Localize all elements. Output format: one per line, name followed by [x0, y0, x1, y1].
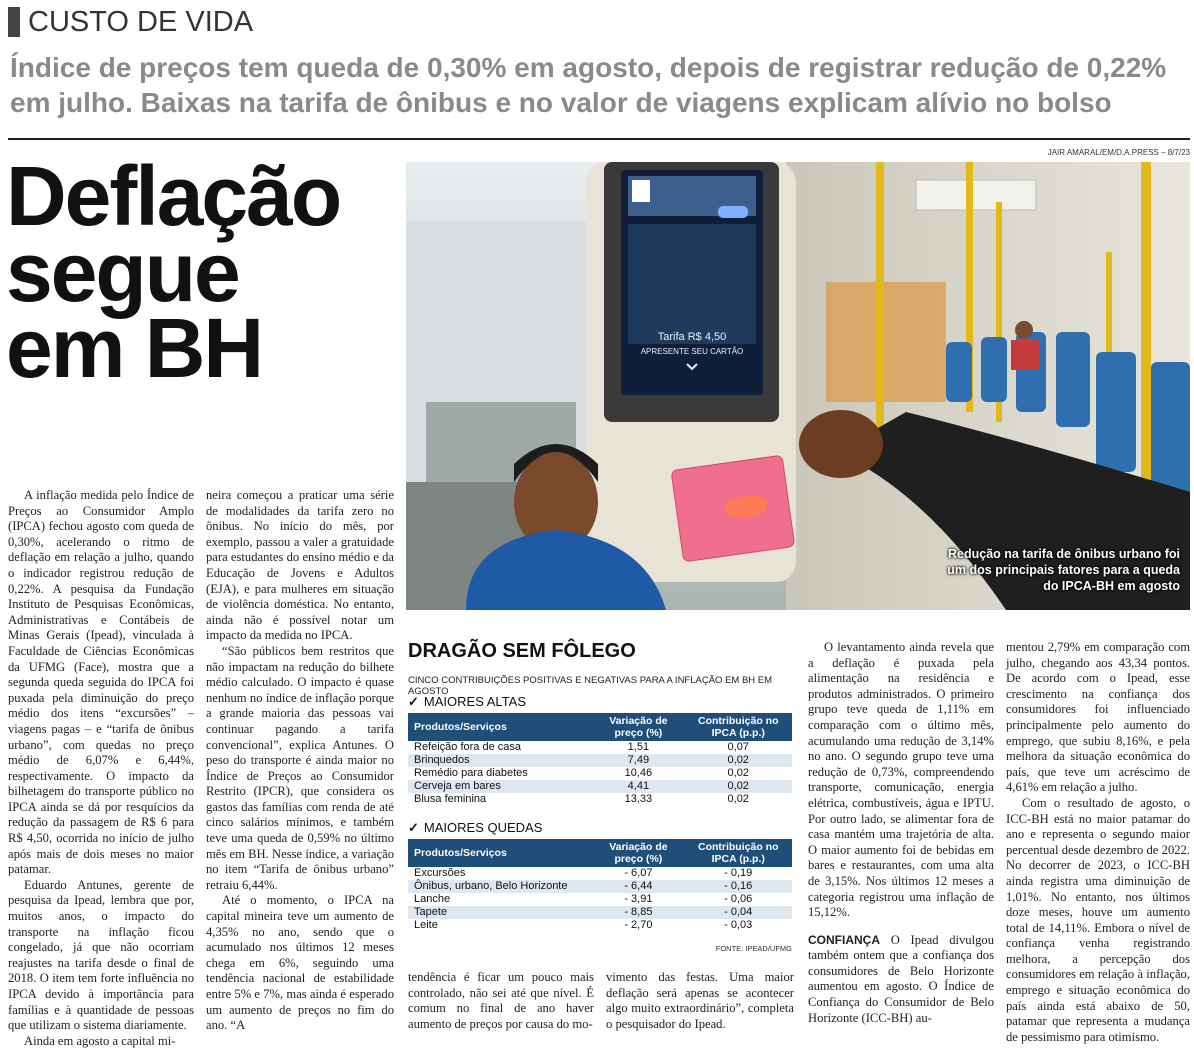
cell-product: Cerveja em bares [408, 780, 592, 793]
cell-variation: 13,33 [624, 793, 653, 805]
paragraph: Até o momento, o IPCA na capital mineira teve um aumento de 4,35% no ano, sendo que o acumulado nos últimos 12 meses chega em 6%, seguindo uma tendência nacional de estabilidade entre 5% e 7%, mas ainda é esperado um aumento de preços no fim do ano. “A [206, 893, 394, 1033]
cell-contribution: 0,02 [727, 767, 749, 779]
cell-contribution: - 0,06 [724, 893, 753, 905]
cell-product: Ônibus, urbano, Belo Horizonte [408, 880, 592, 893]
cell-variation: 4,41 [592, 780, 684, 793]
column-header: Produtos/Serviços [408, 839, 592, 867]
table-row [408, 754, 792, 767]
cell-variation: - 6,07 [624, 867, 653, 879]
body-column-2 [206, 488, 394, 1034]
check-icon: ✓ [408, 694, 419, 709]
cell-product: Tapete [408, 906, 592, 919]
paragraph: mentou 2,79% em comparação com julho, chegando aos 43,34 pontos. De acordo com o Ipead, esse crescimento na confiança dos consumidores foi influenciado principalmente pelo aumento do emprego, que subiu 8,16%, e pela melhora da situação econômica do país, que teve um acréscimo de 4,61% em relação a julho. [1006, 640, 1190, 795]
body-column-5 [408, 970, 594, 1032]
table-row [408, 880, 792, 893]
cell-variation: - 2,70 [624, 919, 653, 931]
bus-interior-illustration [406, 162, 1190, 610]
paragraph: neira começou a praticar uma série de modalidades da tarifa zero no ônibus. No início do mês, por exemplo, passou a valer a gratuidade para estudantes do ensino médio e da Educação de Jovens e Adultos (EJA), e para mulheres em situação de violência doméstica. No entanto, ainda não é possível notar um impacto da medida no IPCA. [206, 488, 394, 643]
column-header: Contribuição no IPCA (p.p.) [684, 713, 792, 741]
kicker-label: CUSTO DE VIDA [28, 5, 254, 38]
cell-variation: - 8,85 [592, 906, 684, 919]
article-photo [406, 162, 1190, 610]
table-row [408, 906, 792, 919]
cell-contribution: 0,02 [684, 780, 792, 793]
cell-variation: - 3,91 [624, 893, 653, 905]
cell-variation: 10,46 [624, 767, 653, 779]
photo-credit: JAIR AMARAL/EM/D.A.PRESS – 8/7/23 [1047, 148, 1190, 157]
paragraph: tendência é ficar um pouco mais controlado, não sei até que nível. É comum no final de ano haver aumento de preços por causa do mo- [408, 970, 594, 1031]
section-label: MAIORES ALTAS [423, 694, 527, 709]
cell-product: Lanche [414, 893, 451, 905]
header-rule [8, 138, 1190, 140]
photo-caption: Redução na tarifa de ônibus urbano foi um dos principais fatores para a queda do IPCA-BH em agosto [947, 547, 1180, 593]
validator-prompt-text: APRESENTE SEU CARTÃO [640, 347, 744, 356]
cell-variation: - 6,44 [592, 880, 684, 893]
body-column-3 [808, 640, 994, 1026]
cell-contribution: 0,02 [684, 754, 792, 767]
cell-variation: 7,49 [592, 754, 684, 767]
table-row [408, 867, 792, 880]
paragraph: A inflação medida pelo Índice de Preços ao Consumidor Amplo (IPCA) fechou agosto com queda de 0,30%, acelerando o ritmo de deflação em relação a julho, quando o indicador registrou redução de 0,22%. A pesquisa da Fundação Instituto de Pesquisas Econômicas, Administrativas e Contábeis de Minas Gerais (Ipead), vinculada à Faculdade de Ciências Econômicas da UFMG (Face), mostra que a segunda queda seguida do IPCA foi puxada pela diminuição do preço médio dos itens “excursões” – viagens pagas – e “tarifa de ônibus urbano”, com quedas no preço médio de 6,07% e 6,44%, respectivamente. O impacto da bilhetagem do transporte público no IPCA ainda se dá por resquícios da redução da passagem de R$ 6 para R$ 4,50, ocorrida no início de julho após mais de dois meses no maior patamar. [8, 488, 194, 877]
cell-contribution: - 0,16 [684, 880, 792, 893]
infobox-subtitle: CINCO CONTRIBUIÇÕES POSITIVAS E NEGATIVAS PARA A INFLAÇÃO EM BH EM AGOSTO [408, 675, 773, 697]
infobox-title: DRAGÃO SEM FÔLEGO [408, 640, 636, 662]
table-row [408, 919, 792, 932]
cell-variation: 1,51 [627, 741, 650, 753]
cell-contribution: - 0,03 [724, 919, 753, 931]
headline-line: segue [6, 225, 239, 319]
table-row [408, 780, 792, 793]
cell-contribution: 0,07 [727, 741, 749, 753]
article-headline [6, 149, 406, 395]
paragraph: vimento das festas. Uma maior deflação será apenas se acontecer algo muito extraordinário”, completa o pesquisador do Ipead. [606, 970, 794, 1031]
table-row [408, 741, 792, 754]
section-maiores-quedas [408, 820, 798, 836]
cell-product: Remédio para diabetes [414, 767, 528, 779]
cell-product: Leite [414, 919, 438, 931]
column-header: Contribuição no IPCA (p.p.) [684, 839, 792, 867]
table-row [408, 767, 792, 780]
paragraph-text: O Ipead divulgou também ontem que a confiança dos consumidores de Belo Horizonte aumentou em agosto. O Índice de Confiança do Consumidor de Belo Horizonte (ICC-BH) au- [808, 932, 994, 1025]
paragraph: Ainda em agosto a capital mi- [24, 1033, 176, 1048]
kicker-bar [8, 7, 20, 37]
column-header: Variação de preço (%) [592, 839, 684, 867]
section-label: MAIORES QUEDAS [423, 820, 543, 835]
article-subtitle: Índice de preços tem queda de 0,30% em agosto, depois de registrar redução de 0,22% em julho. Baixas na tarifa de ônibus e no valor de viagens explicam alívio no bolso [10, 52, 1167, 118]
paragraph: Eduardo Antunes, gerente de pesquisa da Ipead, lembra que por, muitos anos, o impacto do transporte na inflação ficou congelado, já que não ocorriam reajustes na tarifa desde o final de 2018. O item tem forte influência no IPCA devido à importância para famílias e à quantidade de pessoas que utilizam o sistema diariamente. [8, 877, 194, 1033]
body-column-6 [606, 970, 794, 1032]
table-maiores-altas [408, 713, 792, 806]
cell-product: Excursões [414, 867, 466, 879]
cell-product: Refeição fora de casa [414, 741, 522, 753]
body-column-1 [8, 488, 194, 1049]
check-icon: ✓ [408, 820, 419, 835]
cell-contribution: - 0,19 [724, 867, 753, 879]
section-kicker [8, 4, 268, 40]
paragraph: Com o resultado de agosto, o ICC-BH está no maior patamar do ano e representa o segundo maior percentual desde dezembro de 2022. No decorrer de 2023, o ICC-BH ainda registra uma diminuição de 1,01%. No entanto, nos últimos doze meses, houve um aumento total de 14,11%. Embora o nível de confiança venha registrando melhora, a percepção dos consumidores em relação à inflação, emprego e situação econômica do país ainda está abaixo de 50, patamar que representa a mudança de pessimismo para otimismo. [1006, 795, 1190, 1044]
cell-product: Brinquedos [408, 754, 592, 767]
column-header: Produtos/Serviços [408, 713, 592, 741]
paragraph: “São públicos bem restritos que não impactam na redução do bilhete médio calculado. O impacto é quase nenhum no índice de inflação porque a grande maioria das pessoas vai continuar pagando a tarifa convencional”, explica Antunes. O peso do transporte é ainda maior no Índice de Preços ao Consumidor Restrito (IPCR), que considera os gastos das famílias com renda de até cinco salários mínimos, e também teve uma queda de 0,59% no último mês em BH. Nesse índice, a variação no item “Tarifa de ônibus urbano” retraiu 6,44%. [206, 643, 394, 892]
cell-product: Blusa feminina [414, 793, 487, 805]
section-maiores-altas [408, 694, 798, 710]
table-row [408, 893, 792, 906]
column-header: Variação de preço (%) [592, 713, 684, 741]
infobox-source: FONTE: IPEAD/UFMG [715, 944, 792, 953]
cell-contribution: 0,02 [727, 793, 749, 805]
paragraph-confianca [808, 933, 994, 1027]
headline-line: Deflação [6, 149, 341, 243]
validator-fare-text: Tarifa R$ 4,50 [657, 331, 727, 343]
table-maiores-quedas [408, 839, 792, 932]
paragraph: O levantamento ainda revela que a deflação é puxada pela alimentação na residência e produtos administrados. O primeiro grupo teve queda de 1,11% em comparação com o último mês, acumulando uma redução de 3,14% no ano. O segundo grupo teve uma redução de 0,73%, compreendendo transporte, comunicação, energia elétrica, combustíveis, água e IPTU. Por outro lado, se alimentar fora de casa mantém uma trajetória de alta. O maior aumento foi de bebidas em bares e restaurantes, com uma alta de 3,15%. Nos últimos 12 meses a categoria registrou uma inflação de 15,12%. [808, 640, 994, 920]
body-column-4 [1006, 640, 1190, 1045]
subhead-confianca: CONFIANÇA [808, 932, 880, 947]
headline-line: em BH [6, 301, 263, 395]
table-row [408, 793, 792, 806]
cell-contribution: - 0,04 [684, 906, 792, 919]
